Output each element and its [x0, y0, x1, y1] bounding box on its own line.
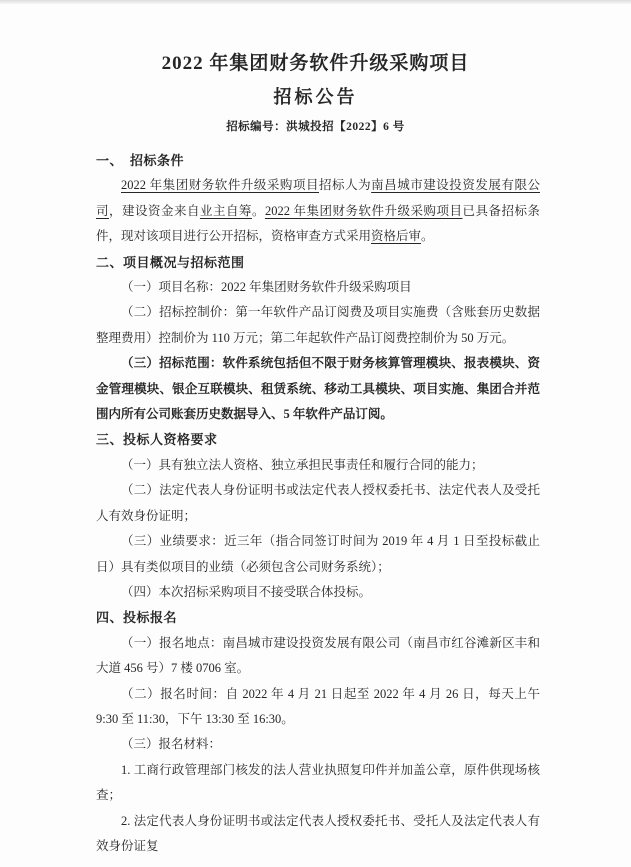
paragraph — [96, 732, 540, 757]
underlined-text: 2022 年集团财务软件升级采购项目 — [121, 178, 320, 193]
underlined-text: 2022 年集团财务软件升级采购项目 — [264, 203, 463, 218]
document-subtitle: 招标公告 — [273, 87, 358, 107]
paragraph — [96, 453, 540, 478]
paragraph — [96, 682, 540, 733]
section-heading: 一、 招标条件 — [96, 153, 185, 168]
text-run: （二）报名时间：自 2022 年 4 月 21 日起至 2022 年 4 月 26 日，每天上午 9:30 至 11:30，下午 13:30 至 16:30。 — [96, 686, 540, 726]
paragraph — [96, 478, 540, 529]
text-run: 。 — [251, 203, 265, 218]
paragraph — [96, 580, 540, 605]
text-run: （三）业绩要求：近三年（指合同签订时间为 2019 年 4 月 1 日至投标截止日）具有类似项目的业绩（必须包含公司财务系统）； — [96, 534, 540, 574]
paragraph — [96, 758, 540, 809]
text-run: 2. 法定代表人身份证明书或法定代表人授权委托书、受托人及法定代表人有效身份证复 — [96, 813, 540, 853]
text-run: 1. 工商行政管理部门核发的法人营业执照复印件并加盖公章，原件供现场核查； — [96, 762, 540, 803]
section-heading: 四、投标报名 — [96, 610, 178, 626]
text-run: （三）招标范围：软件系统包括但不限于财务核算管理模块、报表模块、资金管理模块、银企互联模块、租赁系统、移动工具模块、项目实施、集团合并范围内所有公司账套历史数据导入、5 年软件产品订阅。 — [96, 356, 540, 422]
document-title: 2022 年集团财务软件升级采购项目 — [161, 53, 470, 74]
underlined-text: 业主自筹 — [199, 203, 252, 218]
paragraph — [96, 173, 540, 249]
scan-edge-artifact — [0, 0, 631, 4]
paragraph — [96, 809, 540, 860]
paragraph — [96, 529, 540, 580]
text-run: ，建设资金来自 — [109, 203, 200, 218]
paragraph — [96, 300, 540, 351]
underlined-text: 南昌城市建设投资发展有限公司 — [96, 178, 540, 218]
text-run: （一）具有独立法人资格、独立承担民事责任和履行合同的能力； — [121, 457, 484, 472]
document-body — [96, 148, 540, 859]
section-heading: 二、项目概况与招标范围 — [96, 254, 245, 270]
text-run: （一）项目名称：2022 年集团财务软件升级采购项目 — [121, 280, 412, 295]
text-run: （一）报名地点：南昌城市建设投资发展有限公司（南昌市红谷滩新区丰和大道 456 号）7 楼 0706 室。 — [96, 635, 540, 676]
paragraph — [96, 631, 540, 682]
section-heading: 三、投标人资格要求 — [96, 432, 218, 448]
bid-number: 招标编号：洪城投招【2022】6 号 — [226, 121, 405, 133]
paragraph — [96, 351, 540, 427]
paragraph — [96, 275, 540, 300]
text-run: （二）法定代表人身份证明书或法定代表人授权委托书、法定代表人及受托人有效身份证明； — [96, 483, 540, 523]
text-run: （二）招标控制价：第一年软件产品订阅费及项目实施费（含账套历史数据整理费用）控制价为 110 万元；第二年起软件产品订阅费控制价为 50 万元。 — [96, 305, 540, 345]
underlined-text: 资格后审 — [371, 229, 422, 244]
text-run: 已具备招标条件，现对该项目进行公开招标，资格审查方式采用 — [96, 203, 540, 244]
text-run: （四）本次招标采购项目不接受联合体投标。 — [121, 584, 372, 599]
text-run: 招标人为 — [319, 178, 372, 193]
text-run: 。 — [421, 229, 434, 244]
text-run: （三）报名材料： — [121, 737, 222, 752]
